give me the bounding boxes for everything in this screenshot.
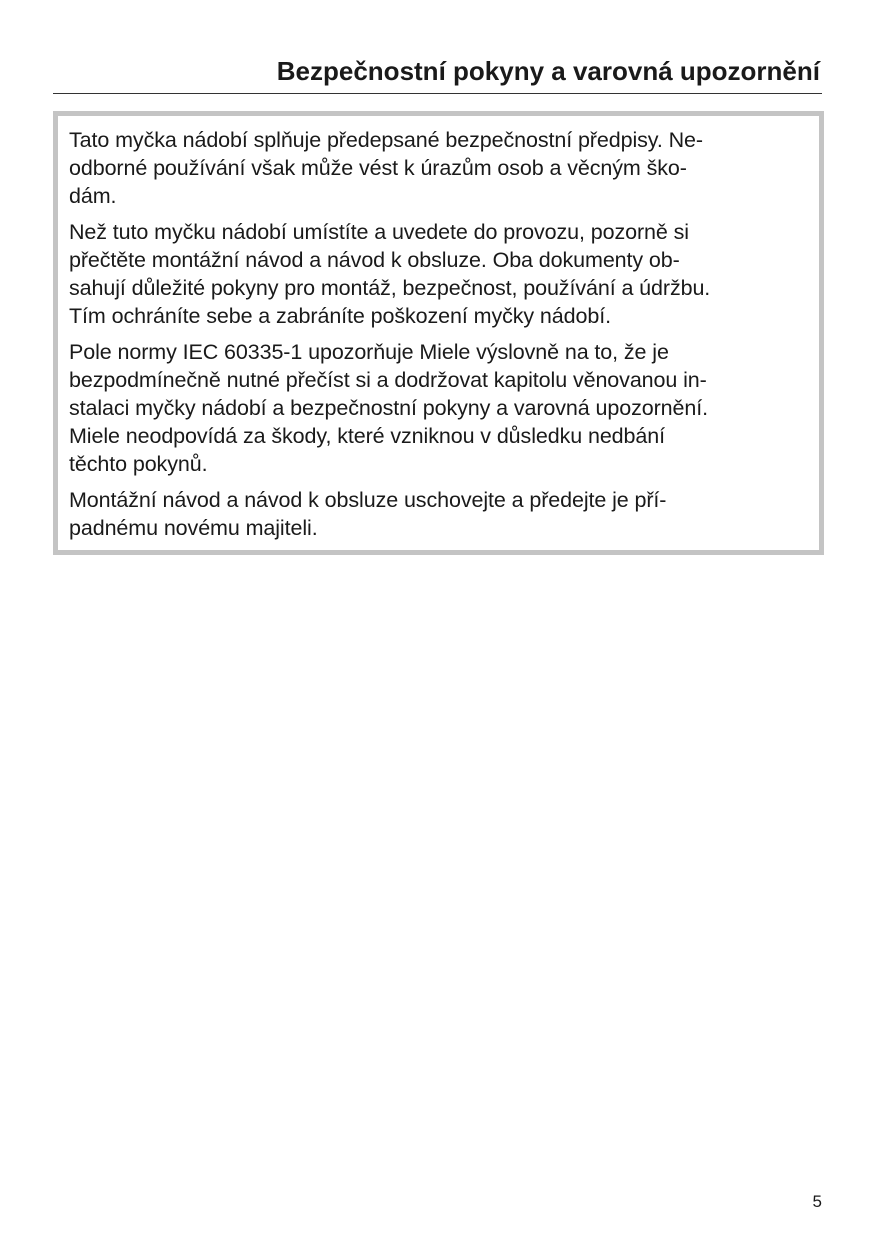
text-line: Montážní návod a návod k obsluze uschovejte a předejte je pří- <box>69 488 667 512</box>
text-line: sahují důležité pokyny pro montáž, bezpečnost, používání a údržbu. <box>69 276 711 300</box>
text-line: těchto pokynů. <box>69 452 208 476</box>
page-number: 5 <box>812 1192 822 1211</box>
text-line: Než tuto myčku nádobí umístíte a uvedete do provozu, pozorně si <box>69 220 689 244</box>
notice-paragraph <box>69 218 809 330</box>
text-line: Tato myčka nádobí splňuje předepsané bezpečnostní předpisy. Ne- <box>69 128 703 152</box>
page-title: Bezpečnostní pokyny a varovná upozornění <box>276 56 820 86</box>
text-line: stalaci myčky nádobí a bezpečnostní pokyny a varovná upozornění. <box>69 396 708 420</box>
notice-paragraph <box>69 338 809 478</box>
page-header <box>53 56 822 94</box>
notice-paragraph <box>69 126 809 210</box>
text-line: Miele neodpovídá za škody, které vzniknou v důsledku nedbání <box>69 424 665 448</box>
text-line: Tím ochráníte sebe a zabráníte poškození myčky nádobí. <box>69 304 611 328</box>
text-line: padnému novému majiteli. <box>69 516 318 540</box>
notice-paragraph <box>69 486 809 542</box>
text-line: bezpodmínečně nutné přečíst si a dodržovat kapitolu věnovanou in- <box>69 368 707 392</box>
text-line: dám. <box>69 184 117 208</box>
text-line: přečtěte montážní návod a návod k obsluze. Oba dokumenty ob- <box>69 248 680 272</box>
text-line: odborné používání však může vést k úrazům osob a věcným ško- <box>69 156 687 180</box>
safety-notice-box <box>53 111 824 555</box>
text-line: Pole normy IEC 60335-1 upozorňuje Miele výslovně na to, že je <box>69 340 669 364</box>
